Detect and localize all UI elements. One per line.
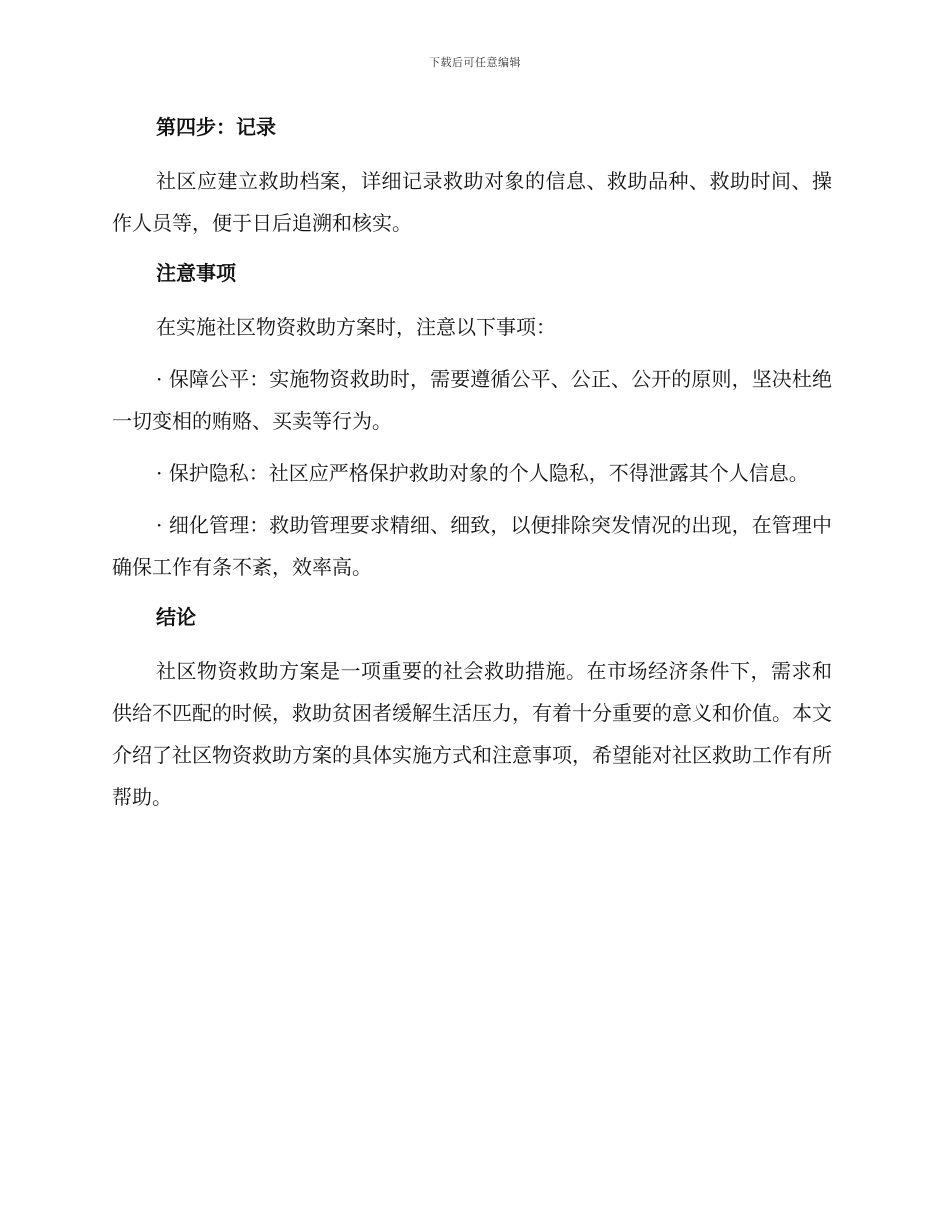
- section-heading-conclusion: 结论: [156, 605, 196, 629]
- notes-intro-paragraph: 在实施社区物资救助方案时，注意以下事项：: [156, 315, 556, 339]
- section-step4: [112, 108, 832, 244]
- notes-item-fairness: · 保障公平：实施物资救助时，需要遵循公平、公正、公开的原则，坚决杜绝一切变相的贿赂、买卖等行为。: [112, 367, 832, 433]
- step4-paragraph: 社区应建立救助档案，详细记录救助对象的信息、救助品种、救助时间、操作人员等，便于日后追溯和核实。: [112, 169, 832, 235]
- notes-item-privacy: · 保护隐私：社区应严格保护救助对象的个人隐私，不得泄露其个人信息。: [156, 461, 809, 485]
- section-heading-notes: 注意事项: [156, 261, 236, 285]
- section-conclusion: [112, 598, 832, 818]
- page-header: 下载后可任意编辑: [429, 56, 521, 69]
- notes-item-management: · 细化管理：救助管理要求精细、细致，以便排除突发情况的出现，在管理中确保工作有条不紊，效率高。: [112, 513, 832, 579]
- conclusion-paragraph: 社区物资救助方案是一项重要的社会救助措施。在市场经济条件下，需求和供给不匹配的时候，救助贫困者缓解生活压力，有着十分重要的意义和价值。本文介绍了社区物资救助方案的具体实施方式和注意事项，希望能对社区救助工作有所帮助。: [112, 659, 832, 809]
- document-body: [112, 108, 832, 828]
- section-heading-step4: 第四步：记录: [156, 115, 276, 139]
- section-notes: [112, 254, 832, 588]
